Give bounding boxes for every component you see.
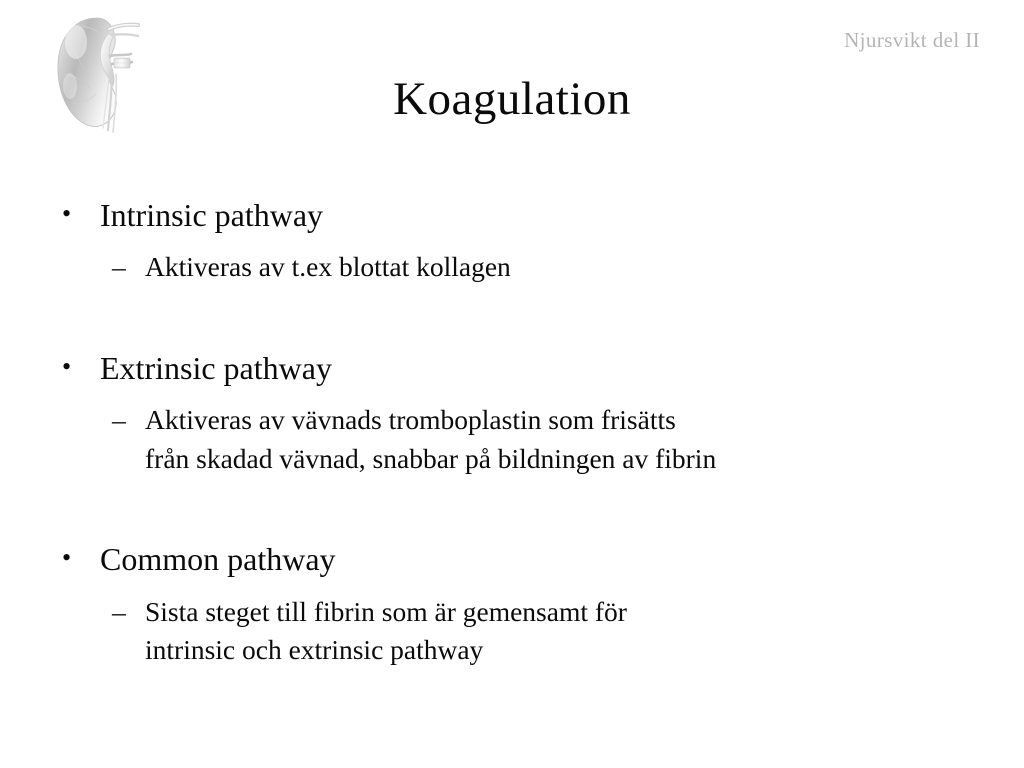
bullet-level1: [0, 540, 1024, 578]
dash-marker-icon: –: [112, 595, 126, 627]
bullet-level2: [0, 248, 1024, 287]
bullet-level2-line: Aktiveras av vävnads tromboplastin som frisätts: [145, 404, 676, 436]
bullet-dot-icon: •: [62, 199, 72, 228]
spacer: [0, 387, 1024, 401]
dash-marker-icon: –: [112, 251, 126, 283]
bullet-level2: [0, 593, 1024, 670]
bullet-level2-line: Sista steget till fibrin som är gemensamt för: [145, 595, 627, 627]
bullet-level1-label: Common pathway: [100, 541, 336, 578]
bullet-level1-label: Intrinsic pathway: [100, 197, 324, 233]
bullet-dot-icon: •: [62, 543, 72, 573]
spacer: [0, 287, 1024, 349]
spacer: [0, 478, 1024, 540]
bullet-dot-icon: •: [62, 351, 72, 381]
bullet-level2-line: från skadad vävnad, snabbar på bildningen av fibrin: [145, 442, 717, 474]
spacer: [0, 234, 1024, 248]
bullet-level2: [0, 401, 1024, 478]
dash-marker-icon: –: [112, 404, 126, 436]
bullet-level1-label: Extrinsic pathway: [100, 349, 332, 386]
page-title: Koagulation: [393, 73, 631, 125]
bullet-list: [0, 196, 1024, 670]
spacer: [0, 579, 1024, 593]
deck-label: Njursvikt del II: [844, 28, 980, 52]
bullet-level2-line: intrinsic och extrinsic pathway: [145, 634, 484, 666]
bullet-level1: [0, 196, 1024, 234]
bullet-level1: [0, 349, 1024, 387]
bullet-level2-line: Aktiveras av t.ex blottat kollagen: [145, 251, 511, 283]
